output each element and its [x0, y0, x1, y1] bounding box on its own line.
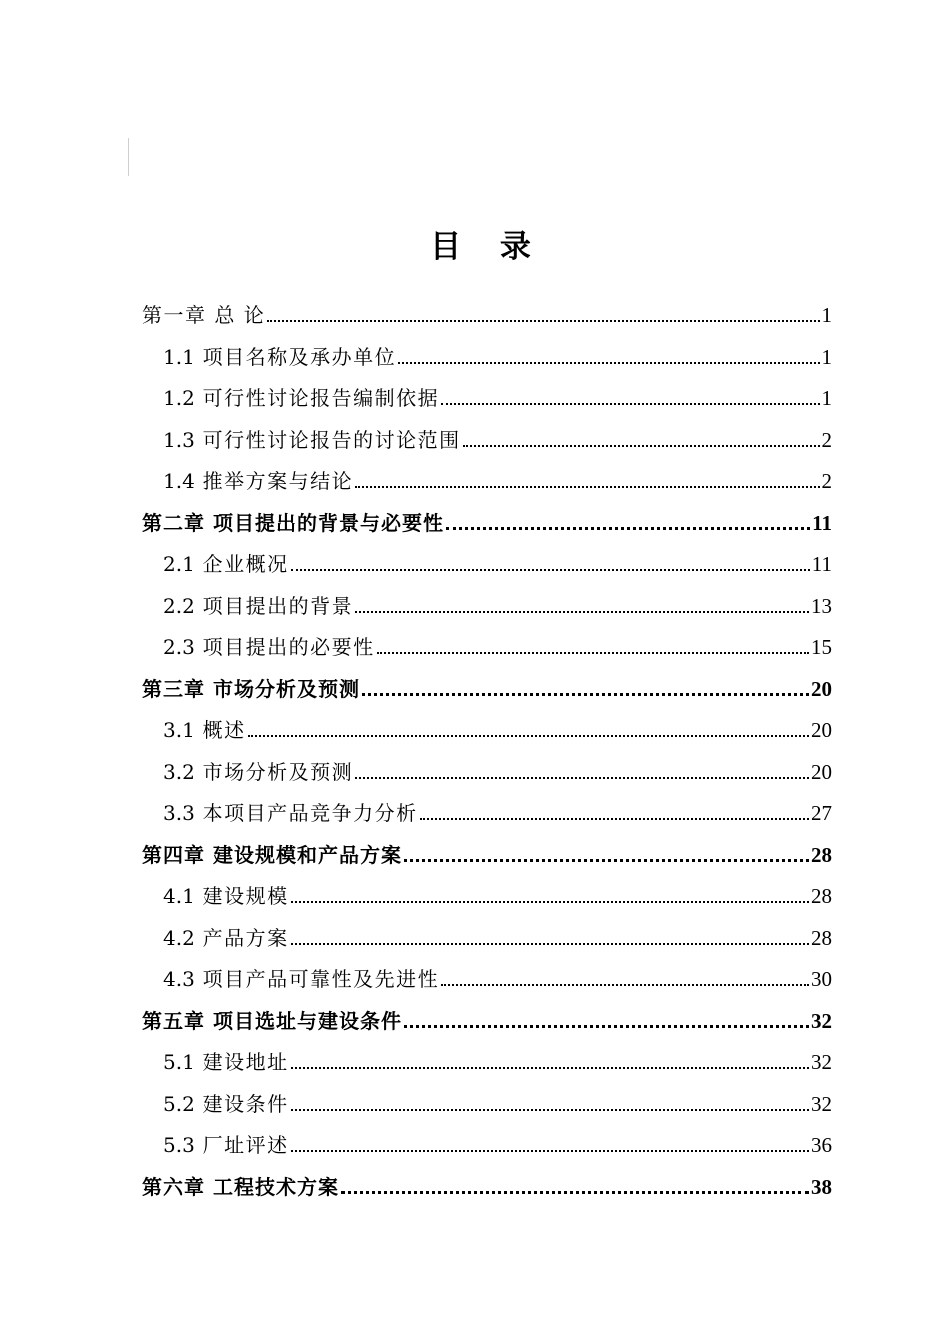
section-title: 项目提出的必要性 [202, 635, 375, 659]
toc-section-5-2[interactable] [142, 1084, 832, 1126]
dot-leader [291, 1108, 809, 1111]
toc-section-4-1[interactable] [142, 876, 832, 918]
section-title: 厂址评述 [202, 1133, 289, 1157]
section-title: 项目名称及承办单位 [202, 344, 397, 369]
dot-leader [291, 900, 809, 903]
dot-leader [377, 651, 809, 654]
toc-page-number: 32 [811, 1050, 832, 1074]
dot-leader [355, 485, 819, 488]
dot-leader [446, 526, 810, 530]
toc-entry-label: 第一章 总 论 [142, 303, 266, 327]
toc-page-number: 28 [811, 842, 832, 867]
toc-entry-label [163, 627, 375, 669]
toc-entry-label [163, 710, 246, 752]
table-of-contents [142, 295, 832, 1208]
toc-page-number: 1 [821, 303, 832, 327]
section-title: 本项目产品竞争力分析 [202, 801, 418, 825]
dot-leader [441, 402, 819, 405]
toc-chapter-4[interactable] [142, 835, 832, 877]
toc-chapter-3[interactable] [142, 669, 832, 711]
toc-entry-label [163, 461, 353, 503]
dot-leader [398, 361, 819, 364]
section-title: 市场分析及预测 [202, 759, 354, 784]
section-number: 2.1 [163, 552, 195, 576]
toc-page-number: 11 [812, 510, 832, 535]
toc-section-1-2[interactable] [142, 378, 832, 420]
toc-page-number: 20 [811, 759, 832, 784]
toc-page-number: 32 [811, 1091, 832, 1116]
section-number: 2.2 [163, 593, 195, 618]
toc-entry-label [163, 752, 353, 794]
toc-chapter-6[interactable] [142, 1167, 832, 1209]
toc-page-number: 20 [811, 676, 832, 701]
section-title: 推举方案与结论 [202, 469, 354, 493]
toc-section-1-1[interactable] [142, 337, 832, 379]
toc-page-number: 36 [811, 1133, 832, 1157]
toc-entry-label [163, 959, 439, 1001]
section-title: 可行性讨论报告编制依据 [202, 386, 440, 410]
toc-entry-label: 第六章 工程技术方案 [142, 1174, 339, 1199]
toc-page-number: 11 [811, 552, 832, 576]
section-number: 3.3 [163, 801, 195, 825]
toc-entry-label [163, 1042, 289, 1084]
toc-page-number: 1 [821, 386, 832, 410]
page-margin-mark [128, 138, 129, 176]
toc-entry-label: 第三章 市场分析及预测 [142, 676, 360, 701]
section-number: 1.2 [163, 386, 195, 410]
toc-page-number: 28 [811, 925, 832, 950]
toc-page-number: 20 [811, 718, 832, 742]
section-title: 概述 [202, 718, 246, 742]
toc-chapter-5[interactable] [142, 1001, 832, 1043]
section-title: 建设条件 [202, 1091, 289, 1116]
toc-section-5-1[interactable] [142, 1042, 832, 1084]
section-number: 5.2 [163, 1091, 195, 1116]
section-title: 企业概况 [202, 552, 289, 576]
toc-section-2-3[interactable] [142, 627, 832, 669]
toc-page-number: 13 [811, 593, 832, 618]
toc-section-1-3[interactable] [142, 420, 832, 462]
toc-page-number: 32 [811, 1008, 832, 1033]
section-title: 建设地址 [202, 1050, 289, 1074]
section-title: 项目产品可靠性及先进性 [202, 967, 440, 991]
toc-page-number: 2 [821, 427, 832, 452]
dot-leader [420, 817, 809, 820]
page-title: 目 录 [430, 228, 545, 265]
dot-leader [355, 610, 809, 613]
dot-leader [291, 568, 810, 571]
toc-entry-label [163, 918, 289, 960]
dot-leader [291, 1066, 809, 1069]
toc-page-number: 2 [821, 469, 832, 493]
toc-entry-label [163, 793, 418, 835]
dot-leader [341, 1190, 809, 1194]
toc-page-number: 1 [821, 344, 832, 369]
toc-entry-label [163, 420, 461, 462]
toc-section-3-1[interactable] [142, 710, 832, 752]
section-number: 1.3 [163, 427, 195, 452]
dot-leader [267, 319, 819, 322]
section-number: 3.1 [163, 718, 195, 742]
toc-section-3-3[interactable] [142, 793, 832, 835]
section-number: 5.1 [163, 1050, 195, 1074]
dot-leader [463, 444, 820, 447]
dot-leader [248, 734, 809, 737]
toc-entry-label: 第二章 项目提出的背景与必要性 [142, 510, 444, 535]
toc-entry-label [163, 1084, 289, 1126]
toc-entry-label [163, 378, 439, 420]
toc-section-3-2[interactable] [142, 752, 832, 794]
toc-section-4-3[interactable] [142, 959, 832, 1001]
section-number: 2.3 [163, 635, 195, 659]
toc-entry-label [163, 337, 396, 379]
toc-entry-label [163, 1125, 289, 1167]
section-number: 1.4 [163, 469, 195, 493]
toc-page-number: 30 [811, 967, 832, 991]
section-number: 4.1 [163, 884, 195, 908]
dot-leader [404, 1024, 809, 1028]
section-number: 4.2 [163, 925, 195, 950]
toc-chapter-1[interactable] [142, 295, 832, 337]
dot-leader [441, 983, 809, 986]
toc-entry-label [163, 544, 289, 586]
toc-entry-label: 第五章 项目选址与建设条件 [142, 1008, 402, 1033]
toc-entry-label [163, 586, 353, 628]
dot-leader [355, 776, 809, 779]
toc-page-number: 15 [811, 635, 832, 659]
dot-leader [362, 692, 809, 696]
section-number: 3.2 [163, 759, 195, 784]
toc-section-1-4[interactable] [142, 461, 832, 503]
section-number: 5.3 [163, 1133, 195, 1157]
toc-page-number: 27 [811, 801, 832, 825]
toc-entry-label [163, 876, 289, 918]
toc-section-2-1[interactable] [142, 544, 832, 586]
section-number: 4.3 [163, 967, 195, 991]
toc-page-number: 28 [811, 884, 832, 908]
section-title: 建设规模 [202, 884, 289, 908]
dot-leader [291, 1149, 809, 1152]
section-title: 产品方案 [202, 925, 289, 950]
dot-leader [404, 858, 809, 862]
section-title: 可行性讨论报告的讨论范围 [202, 427, 461, 452]
toc-chapter-2[interactable] [142, 503, 832, 545]
toc-section-2-2[interactable] [142, 586, 832, 628]
section-title: 项目提出的背景 [202, 593, 354, 618]
toc-page-number: 38 [811, 1174, 832, 1199]
dot-leader [291, 942, 809, 945]
toc-entry-label: 第四章 建设规模和产品方案 [142, 842, 402, 867]
toc-section-5-3[interactable] [142, 1125, 832, 1167]
section-number: 1.1 [163, 344, 195, 369]
toc-section-4-2[interactable] [142, 918, 832, 960]
